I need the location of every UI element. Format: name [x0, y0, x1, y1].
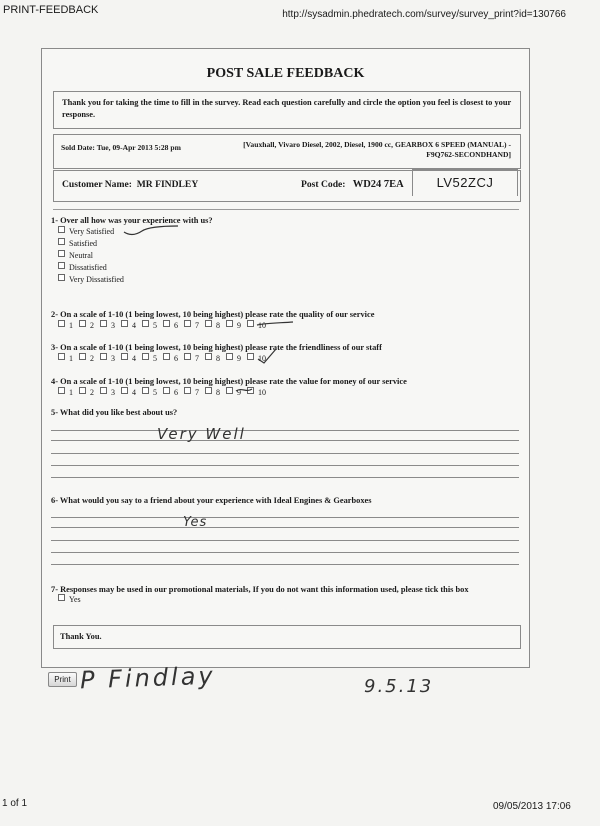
vehicle-line-2: F9Q762-SECONDHAND]: [426, 150, 511, 159]
answer-line: [51, 527, 519, 528]
option-yes[interactable]: Yes: [58, 594, 81, 606]
option-neutral[interactable]: Neutral: [58, 250, 124, 262]
print-button[interactable]: Print: [48, 672, 77, 687]
scale-number: 1: [69, 388, 73, 397]
scale-number: 8: [216, 321, 220, 330]
form-title: POST SALE FEEDBACK: [206, 66, 365, 81]
scale-option[interactable]: [205, 387, 220, 397]
postcode-value: WD24 7EA: [352, 179, 404, 190]
scale-option[interactable]: [58, 387, 73, 397]
checkbox[interactable]: [79, 387, 86, 394]
checkbox[interactable]: [247, 353, 254, 360]
question-1-options: [58, 226, 124, 286]
scale-option[interactable]: [100, 320, 115, 330]
scale-option[interactable]: [205, 320, 220, 330]
scale-number: 7: [195, 388, 199, 397]
scale-option[interactable]: [121, 387, 136, 397]
scale-number: 2: [90, 388, 94, 397]
answer-line: [51, 440, 519, 441]
scale-option[interactable]: [79, 320, 94, 330]
scale-option[interactable]: [100, 353, 115, 363]
scale-number: 3: [111, 354, 115, 363]
feedback-form: [41, 48, 530, 668]
handwritten-mark-q3: [256, 347, 278, 365]
scale-option[interactable]: [226, 353, 241, 363]
answer-line: [51, 477, 519, 478]
handwritten-answer-q6: Yes: [183, 515, 208, 530]
scale-number: 7: [195, 321, 199, 330]
answer-line: [51, 540, 519, 541]
answer-line: [51, 430, 519, 431]
checkbox[interactable]: [226, 387, 233, 394]
question-2-scale: [58, 320, 272, 330]
page-header-url: http://sysadmin.phedratech.com/survey/survey_print?id=130766: [282, 9, 566, 20]
scale-option[interactable]: [121, 353, 136, 363]
scale-option[interactable]: [205, 353, 220, 363]
handwritten-answer-q5: Very Well: [157, 425, 246, 443]
option-dissatisfied[interactable]: Dissatisfied: [58, 262, 124, 274]
checkbox[interactable]: [58, 594, 65, 601]
scale-number: 2: [90, 354, 94, 363]
scale-number: 7: [195, 354, 199, 363]
checkbox[interactable]: [163, 320, 170, 327]
checkbox[interactable]: [58, 274, 65, 281]
checkbox[interactable]: [58, 387, 65, 394]
question-2: 2- On a scale of 1-10 (1 being lowest, 10 being highest) please rate the quality of our service: [51, 310, 375, 319]
question-7: 7- Responses may be used in our promotional materials, If you do not want this information used, please tick this box: [51, 585, 469, 594]
scale-number: 8: [216, 354, 220, 363]
question-3: 3- On a scale of 1-10 (1 being lowest, 10 being highest) please rate the friendliness of our staff: [51, 343, 382, 352]
option-very-satisfied[interactable]: Very Satisfied: [58, 226, 124, 238]
scale-option[interactable]: [142, 320, 157, 330]
handwritten-mark-q4: [234, 385, 254, 397]
checkbox[interactable]: [121, 353, 128, 360]
handwritten-tick-mark: [122, 223, 182, 237]
answer-line: [51, 564, 519, 565]
checkbox[interactable]: [226, 320, 233, 327]
thanks-text: Thank You.: [60, 632, 102, 641]
scale-option[interactable]: [163, 387, 178, 397]
scale-number: 10: [258, 321, 266, 330]
checkbox[interactable]: [184, 353, 191, 360]
scale-number: 4: [132, 388, 136, 397]
scale-option[interactable]: [163, 320, 178, 330]
scale-option[interactable]: [142, 353, 157, 363]
checkbox[interactable]: [205, 353, 212, 360]
registration-box: LV52ZCJ: [412, 169, 518, 196]
scale-number: 3: [111, 388, 115, 397]
scale-number: 9: [237, 354, 241, 363]
checkbox[interactable]: [247, 320, 254, 327]
customer-box: [53, 170, 521, 202]
scale-option[interactable]: [184, 387, 199, 397]
scale-number: 4: [132, 354, 136, 363]
scale-option[interactable]: [100, 387, 115, 397]
customer-name-label: Customer Name:: [62, 179, 132, 190]
checkbox[interactable]: [226, 353, 233, 360]
scale-option[interactable]: [142, 387, 157, 397]
vehicle-line-1: [Vauxhall, Vivaro Diesel, 2002, Diesel, 1900 cc, GEARBOX 6 SPEED (MANUAL) -: [243, 140, 511, 149]
checkbox[interactable]: [163, 387, 170, 394]
scale-number: 5: [153, 321, 157, 330]
sale-details-box: [53, 134, 521, 169]
checkbox[interactable]: [184, 387, 191, 394]
scale-number: 3: [111, 321, 115, 330]
checkbox[interactable]: [58, 353, 65, 360]
postcode-row: [301, 179, 404, 190]
checkbox[interactable]: [142, 353, 149, 360]
question-4: 4- On a scale of 1-10 (1 being lowest, 10 being highest) please rate the value for money of our service: [51, 377, 407, 386]
checkbox[interactable]: [58, 226, 65, 233]
scale-option[interactable]: [184, 320, 199, 330]
checkbox[interactable]: [58, 262, 65, 269]
customer-name: MR FINDLEY: [136, 179, 199, 190]
handwritten-mark-q2: [255, 319, 295, 329]
scale-option[interactable]: [184, 353, 199, 363]
checkbox[interactable]: [100, 387, 107, 394]
scale-option[interactable]: [163, 353, 178, 363]
question-3-scale: [58, 353, 272, 363]
page-footer-pages: 1 of 1: [2, 798, 28, 809]
scale-number: 2: [90, 321, 94, 330]
scale-number: 1: [69, 354, 73, 363]
page-footer-datetime: 09/05/2013 17:06: [493, 801, 571, 812]
checkbox[interactable]: [121, 387, 128, 394]
checkbox[interactable]: [205, 320, 212, 327]
checkbox[interactable]: [205, 387, 212, 394]
checkbox[interactable]: [142, 320, 149, 327]
scale-number: 8: [216, 388, 220, 397]
scale-number: 4: [132, 321, 136, 330]
answer-line: [51, 517, 519, 518]
customer-name-row: [62, 179, 198, 190]
checkbox[interactable]: [163, 353, 170, 360]
answer-line: [51, 465, 519, 466]
scale-number: 6: [174, 354, 178, 363]
checkbox[interactable]: [121, 320, 128, 327]
scale-option[interactable]: [58, 353, 73, 363]
checkbox[interactable]: [142, 387, 149, 394]
question-6: 6- What would you say to a friend about your experience with Ideal Engines & Gearboxes: [51, 496, 372, 505]
scale-option[interactable]: [79, 387, 94, 397]
handwritten-signature: P Findlay: [79, 661, 217, 695]
option-very-dissatisfied[interactable]: Very Dissatisfied: [58, 274, 124, 286]
answer-line: [51, 453, 519, 454]
checkbox[interactable]: [100, 353, 107, 360]
checkbox[interactable]: [100, 320, 107, 327]
intro-text: Thank you for taking the time to fill in the survey. Read each question carefully and circle the option you feel is closest to your response.: [62, 98, 512, 119]
scale-option[interactable]: [79, 353, 94, 363]
scale-number: 6: [174, 388, 178, 397]
checkbox[interactable]: [58, 320, 65, 327]
scale-number: 9: [237, 388, 241, 397]
question-7-option: [58, 594, 81, 606]
checkbox[interactable]: [58, 250, 65, 257]
scale-number: 10: [258, 388, 266, 397]
question-5: 5- What did you like best about us?: [51, 408, 178, 417]
scale-number: 5: [153, 388, 157, 397]
checkbox[interactable]: [79, 320, 86, 327]
answer-line: [51, 552, 519, 553]
checkbox[interactable]: [184, 320, 191, 327]
option-satisfied[interactable]: Satisfied: [58, 238, 124, 250]
divider: [53, 209, 519, 210]
scale-number: 5: [153, 354, 157, 363]
scale-option[interactable]: [226, 320, 241, 330]
scale-number: 10: [258, 354, 266, 363]
scale-number: 6: [174, 321, 178, 330]
sold-date: Sold Date: Tue, 09-Apr 2013 5:28 pm: [61, 143, 181, 152]
postcode-label: Post Code:: [301, 179, 346, 190]
thanks-box: [53, 625, 521, 649]
question-1: 1- Over all how was your experience with us?: [51, 216, 213, 225]
page-header-title: PRINT-FEEDBACK: [3, 4, 99, 16]
checkbox[interactable]: [79, 353, 86, 360]
scale-number: 9: [237, 321, 241, 330]
vehicle-details: [215, 140, 511, 160]
scale-option[interactable]: [58, 320, 73, 330]
scale-option[interactable]: [121, 320, 136, 330]
intro-box: [53, 91, 521, 129]
scale-number: 1: [69, 321, 73, 330]
checkbox[interactable]: [58, 238, 65, 245]
handwritten-date: 9.5.13: [364, 676, 434, 697]
